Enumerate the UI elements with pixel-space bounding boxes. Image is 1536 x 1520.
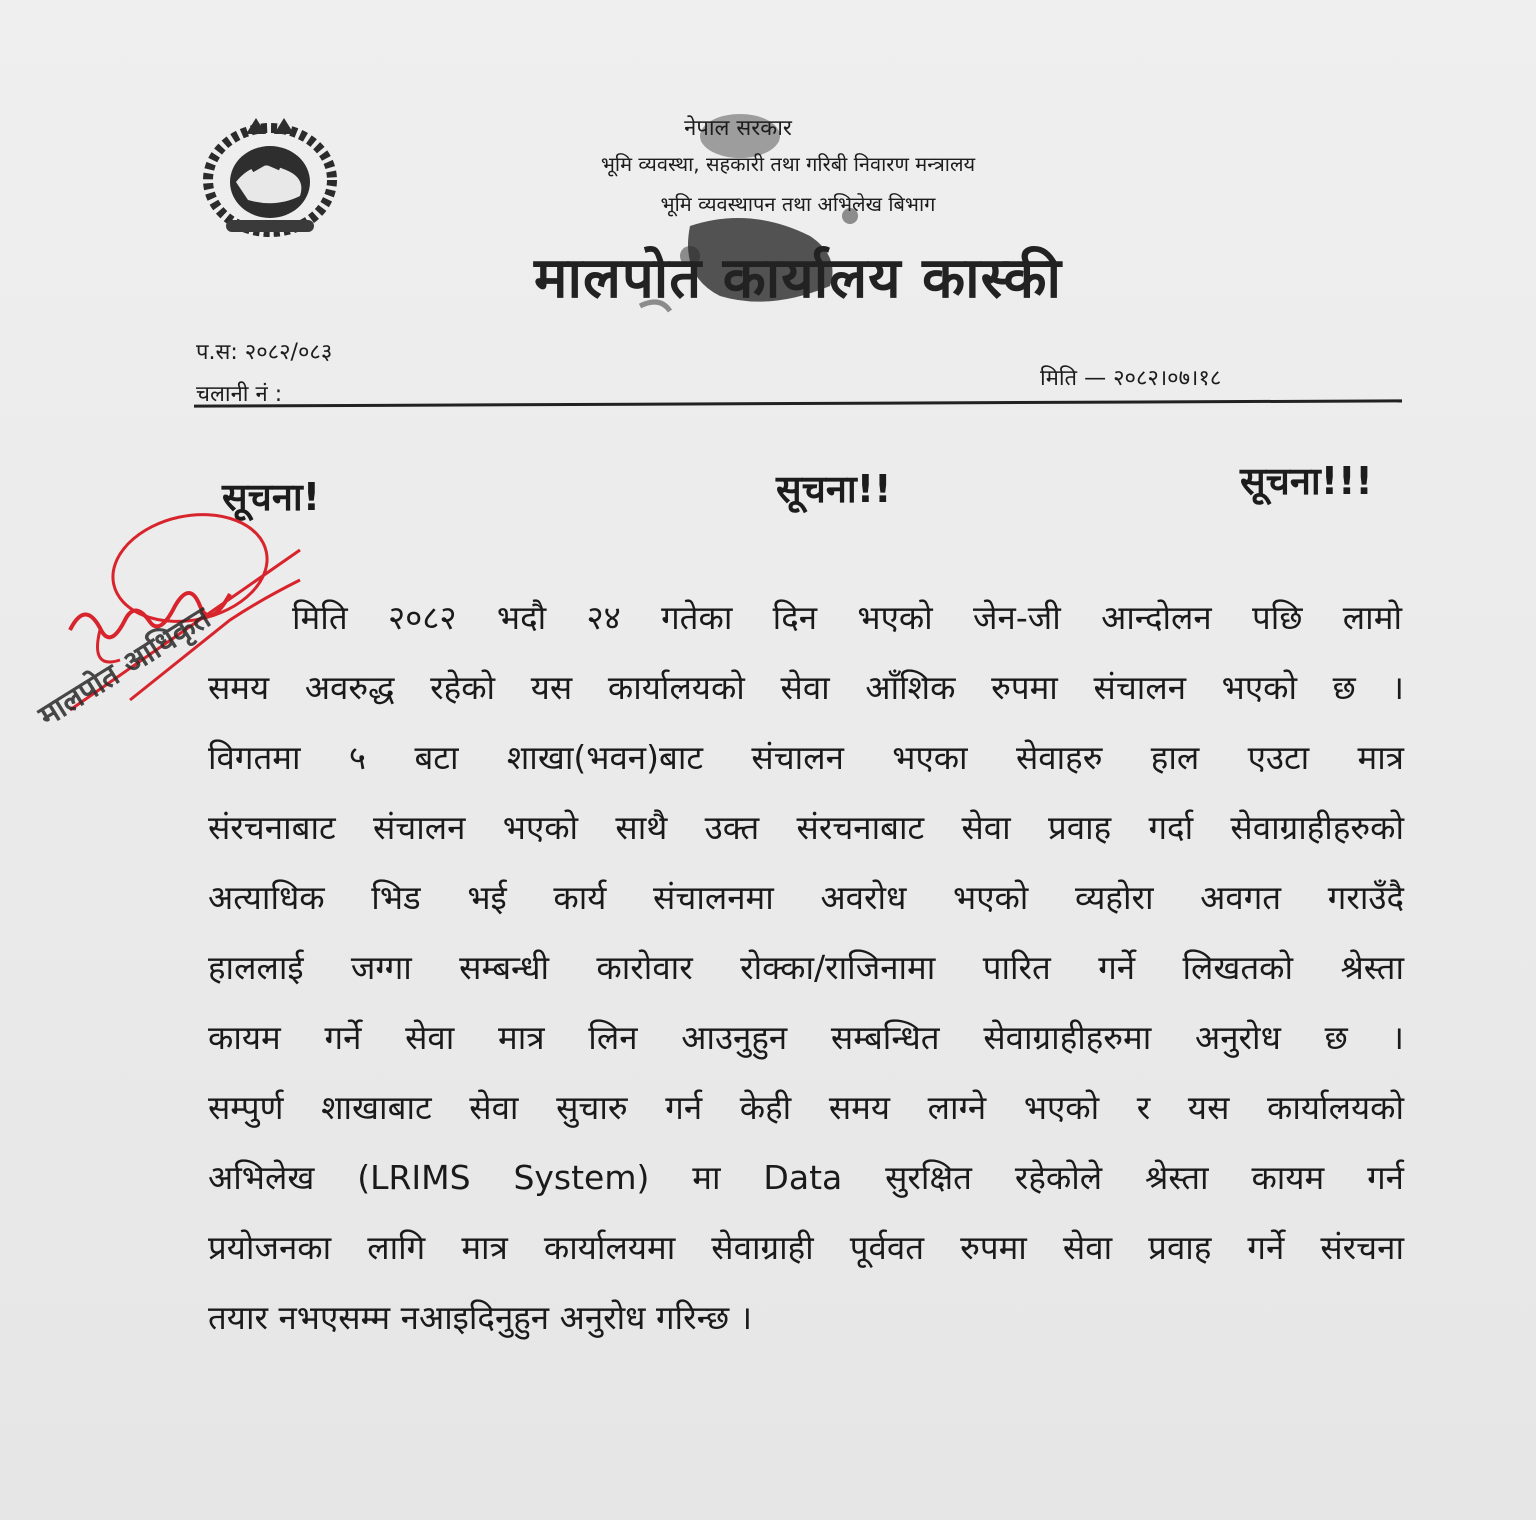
body-line-5: अत्याधिक भिड भई कार्य संचालनमा अवरोध भएको व्यहोरा अवगत गराउँदै bbox=[208, 878, 1404, 917]
body-line-8: सम्पुर्ण शाखाबाट सेवा सुचारु गर्न केही समय लाग्ने भएको र यस कार्यालयको bbox=[208, 1088, 1404, 1127]
body-line-7: कायम गर्ने सेवा मात्र लिन आउनुहुन सम्बन्धित सेवाग्राहीहरुमा अनुरोध छ । bbox=[208, 1018, 1404, 1057]
document-date: मिति — २०८२।०७।१८ bbox=[1040, 366, 1222, 391]
ministry-title: भूमि व्यवस्था, सहकारी तथा गरिबी निवारण मन्त्रालय bbox=[600, 152, 976, 176]
department-title: भूमि व्यवस्थापन तथा अभिलेख बिभाग bbox=[660, 192, 936, 216]
reference-number: प.स: २०८२/०८३ bbox=[196, 340, 333, 365]
body-line-10: प्रयोजनका लागि मात्र कार्यालयमा सेवाग्राही पूर्ववत रुपमा सेवा प्रवाह गर्ने संरचना bbox=[208, 1228, 1404, 1267]
body-line-4: संरचनाबाट संचालन भएको साथै उक्त संरचनाबाट सेवा प्रवाह गर्दा सेवाग्राहीहरुको bbox=[208, 808, 1404, 847]
notice-heading-1: सूचना! bbox=[222, 475, 321, 519]
header-divider bbox=[194, 399, 1402, 407]
body-line-2: समय अवरुद्ध रहेको यस कार्यालयको सेवा आँशिक रुपमा संचालन भएको छ । bbox=[208, 668, 1404, 707]
body-line-1: मिति २०८२ भदौ २४ गतेका दिन भएको जेन-जी आन्दोलन पछि लामो bbox=[292, 598, 1402, 637]
government-title: नेपाल सरकार bbox=[684, 116, 792, 141]
dispatch-number: चलानी नं : bbox=[196, 382, 283, 407]
body-line-9: अभिलेख (LRIMS System) मा Data सुरक्षित रहेकोले श्रेस्ता कायम गर्न bbox=[208, 1158, 1404, 1197]
office-title: मालपोत कार्यालय कास्की bbox=[534, 246, 1062, 311]
body-line-3: विगतमा ५ बटा शाखा(भवन)बाट संचालन भएका सेवाहरु हाल एउटा मात्र bbox=[208, 738, 1404, 777]
notice-heading-2: सूचना!! bbox=[776, 467, 892, 511]
body-line-11: तयार नभएसम्म नआइदिनुहुन अनुरोध गरिन्छ । bbox=[208, 1298, 753, 1337]
notice-heading-3: सूचना!!! bbox=[1240, 459, 1373, 503]
body-line-6: हाललाई जग्गा सम्बन्धी कारोवार रोक्का/राजिनामा पारित गर्ने लिखतको श्रेस्ता bbox=[208, 948, 1404, 987]
receipt-stamp-label: मालपोत आधिकृत bbox=[32, 600, 217, 734]
